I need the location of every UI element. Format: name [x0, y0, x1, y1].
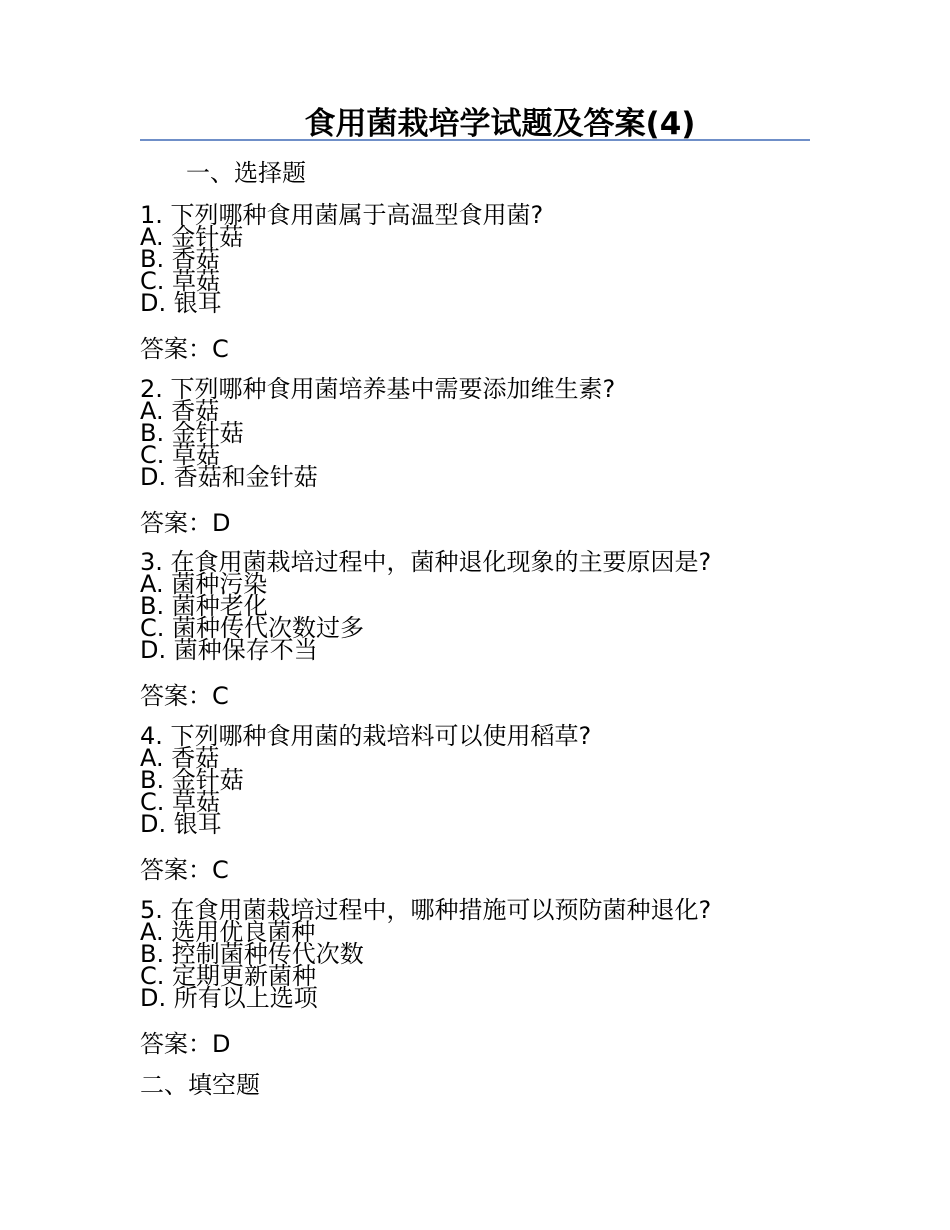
option-a: A. 香菇 [140, 397, 220, 425]
question-block [140, 201, 840, 364]
title-underline [140, 139, 810, 141]
option-d: D. 银耳 [140, 810, 222, 838]
question-text: 3. 在食用菌栽培过程中，菌种退化现象的主要原因是? [140, 548, 712, 576]
option-d: D. 香菇和金针菇 [140, 463, 318, 491]
option-b: B. 香菇 [140, 245, 220, 273]
option-a: A. 选用优良菌种 [140, 918, 316, 946]
answer-text: 答案：D [140, 1030, 231, 1058]
answer-text: 答案：C [140, 856, 229, 884]
question-text: 4. 下列哪种食用菌的栽培料可以使用稻草? [140, 722, 592, 750]
question-text: 1. 下列哪种食用菌属于高温型食用菌? [140, 201, 544, 229]
document-title: 食用菌栽培学试题及答案(4) [304, 106, 696, 142]
section-heading-fill: 二、填空题 [140, 1071, 260, 1099]
option-b: B. 金针菇 [140, 419, 244, 447]
option-a: A. 金针菇 [140, 223, 244, 251]
question-block [140, 722, 840, 885]
question-block [140, 375, 840, 538]
answer-text: 答案：D [140, 509, 231, 537]
option-c: C. 定期更新菌种 [140, 962, 317, 990]
option-a: A. 菌种污染 [140, 570, 268, 598]
option-c: C. 草菇 [140, 441, 221, 469]
option-d: D. 所有以上选项 [140, 984, 318, 1012]
question-block [140, 896, 840, 1059]
option-a: A. 香菇 [140, 744, 220, 772]
option-b: B. 菌种老化 [140, 592, 268, 620]
option-b: B. 控制菌种传代次数 [140, 940, 364, 968]
section-heading-choice: 一、选择题 [186, 159, 306, 187]
option-c: C. 草菇 [140, 788, 221, 816]
option-b: B. 金针菇 [140, 766, 244, 794]
question-text: 5. 在食用菌栽培过程中，哪种措施可以预防菌种退化? [140, 896, 712, 924]
option-d: D. 菌种保存不当 [140, 636, 318, 664]
question-block [140, 548, 840, 711]
option-d: D. 银耳 [140, 289, 222, 317]
answer-text: 答案：C [140, 335, 229, 363]
answer-text: 答案：C [140, 682, 229, 710]
option-c: C. 菌种传代次数过多 [140, 614, 365, 642]
option-c: C. 草菇 [140, 267, 221, 295]
question-text: 2. 下列哪种食用菌培养基中需要添加维生素? [140, 375, 616, 403]
